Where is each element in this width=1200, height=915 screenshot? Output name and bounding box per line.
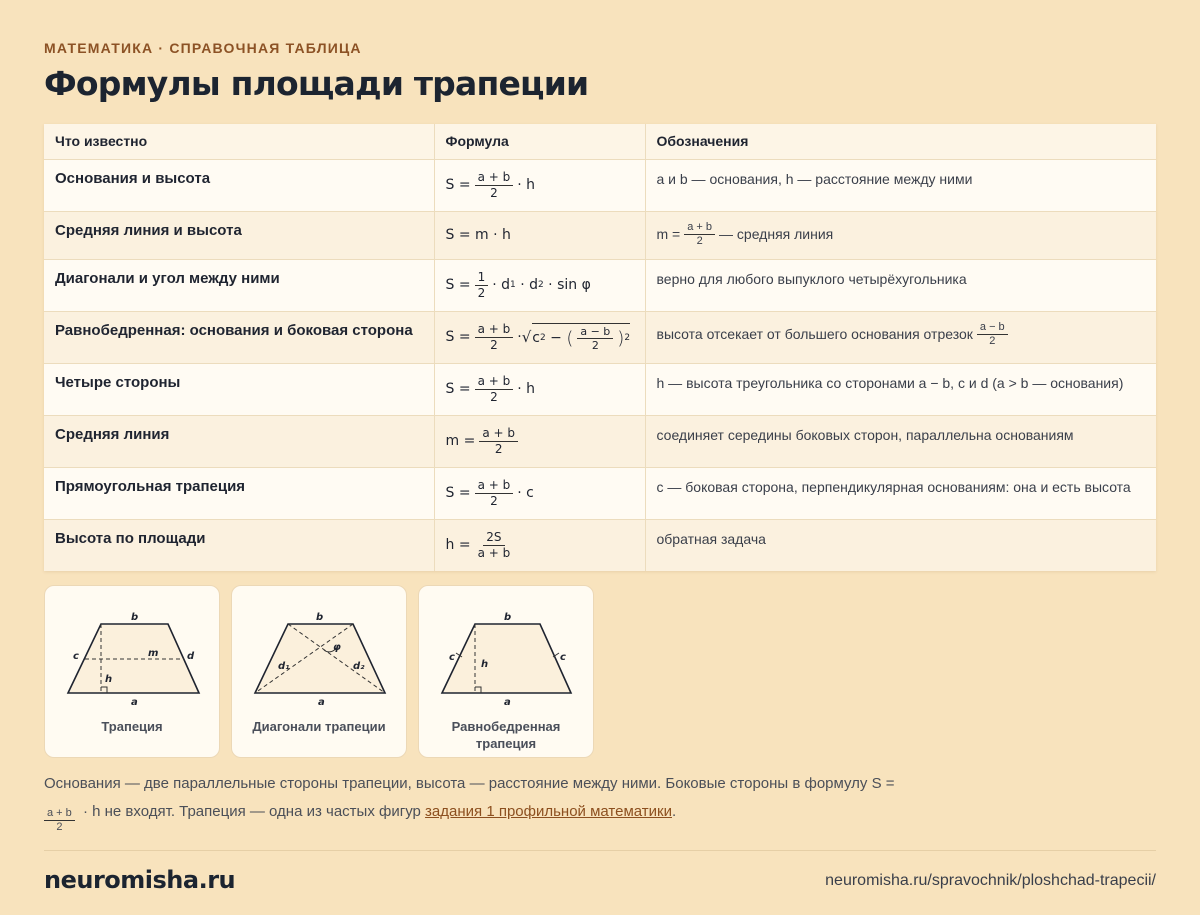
- label-c-left: c: [449, 652, 455, 663]
- table-header-row: [44, 124, 1156, 159]
- row-known: Высота по площади: [44, 519, 434, 571]
- footer-url[interactable]: neuromisha.ru/spravochnik/ploshchad-trapecii/: [825, 872, 1156, 889]
- label-a: a: [131, 697, 138, 708]
- row-note: высота отсекает от большего основания отрезок $\frac{a - b}{2}$: [645, 311, 1156, 363]
- page-kicker: МАТЕМАТИКА · СПРАВОЧНАЯ ТАБЛИЦА: [44, 40, 362, 56]
- figure-cards: [44, 585, 594, 758]
- row-formula: S = $\frac{1}{2}$ · d 1 · d 2 · sin φ: [434, 259, 645, 311]
- row-formula: S = $\frac{a + b}{2}$ · h: [434, 363, 645, 415]
- label-b: b: [316, 612, 324, 623]
- row-known: Равнобедренная: основания и боковая сторона: [44, 311, 434, 363]
- label-a: a: [504, 697, 511, 708]
- footnote-text-1: Основания — две параллельные стороны трапеции, высота — расстояние между ними. Боковые стороны в формулу S =: [44, 775, 895, 792]
- label-d: d: [187, 651, 195, 662]
- row-known: Средняя линия и высота: [44, 211, 434, 259]
- row-known: Диагонали и угол между ними: [44, 259, 434, 311]
- label-c: c: [73, 651, 79, 662]
- table-row: [44, 211, 1156, 259]
- diagonals-diagram: [232, 586, 408, 716]
- footnote-text-3: .: [671, 803, 677, 820]
- figure-caption: Равнобедренная трапеция: [451, 719, 561, 751]
- row-formula: m = $\frac{a + b}{2}$: [434, 415, 645, 467]
- figure-card-diagonals: [231, 585, 407, 758]
- midline-note-suffix: — средняя линия: [719, 226, 834, 242]
- isosceles-diagram: [419, 586, 595, 716]
- figure-caption: Трапеция: [101, 719, 163, 734]
- row-formula: h = $\frac{2S}{a + b}$: [434, 519, 645, 571]
- row-note: m = $\frac{a + b}{2}$ — средняя линия: [645, 211, 1156, 259]
- label-phi: φ: [333, 642, 341, 653]
- label-a: a: [318, 697, 325, 708]
- row-formula: S = $\frac{a + b}{2}$ · c: [434, 467, 645, 519]
- column-header-known: Что известно: [44, 124, 434, 159]
- trapezoid-diagram: [45, 586, 221, 716]
- table-row: [44, 363, 1156, 415]
- figure-card-isosceles: [418, 585, 594, 758]
- label-h: h: [105, 674, 113, 685]
- table-row: [44, 159, 1156, 211]
- formula-table: [44, 124, 1156, 571]
- page-title: Формулы площади трапеции: [44, 64, 589, 103]
- footer-divider: [44, 850, 1156, 851]
- label-h: h: [481, 659, 489, 670]
- row-note: соединяет середины боковых сторон, параллельна основаниям: [645, 415, 1156, 467]
- row-note: h — высота треугольника со сторонами a − b, c и d (a > b — основания): [645, 363, 1156, 415]
- row-formula: S = $\frac{a + b}{2}$ · √ c 2 − ( $\frac{a - b}{2}$ ) 2: [434, 311, 645, 363]
- isosceles-note-text: высота отсекает от большего основания отрезок: [656, 326, 973, 342]
- label-d2: d₂: [353, 661, 365, 672]
- row-note: a и b — основания, h — расстояние между ними: [645, 159, 1156, 211]
- table-row: [44, 519, 1156, 571]
- row-note: верно для любого выпуклого четырёхугольника: [645, 259, 1156, 311]
- row-formula: S = m · h: [434, 211, 645, 259]
- row-note: c — боковая сторона, перпендикулярная основаниям: она и есть высота: [645, 467, 1156, 519]
- row-known: Прямоугольная трапеция: [44, 467, 434, 519]
- figure-card-trapezoid: [44, 585, 220, 758]
- table-row: [44, 415, 1156, 467]
- row-note: обратная задача: [645, 519, 1156, 571]
- row-known: Основания и высота: [55, 169, 211, 187]
- row-known: Средняя линия: [44, 415, 434, 467]
- column-header-formula: Формула: [434, 124, 645, 159]
- label-c-right: c: [560, 652, 566, 663]
- footnote: Основания — две параллельные стороны трапеции, высота — расстояние между ними. Боковые стороны в формулу S = $\frac{a + b}{2}$ · h не входят. Трапеция — одна из частых фигур задания 1 профильной математики.: [44, 775, 895, 833]
- footer-brand[interactable]: neuromisha.ru: [44, 866, 236, 894]
- table-row: [44, 259, 1156, 311]
- footnote-text-2: · h не входят. Трапеция — одна из частых фигур: [82, 803, 421, 820]
- figure-caption: Диагонали трапеции: [252, 719, 386, 734]
- label-b: b: [504, 612, 512, 623]
- row-formula: S = $\frac{a + b}{2}$ · h: [434, 159, 645, 211]
- table-row: [44, 311, 1156, 363]
- footnote-link-task1[interactable]: задания 1 профильной математики: [425, 803, 672, 820]
- label-d1: d₁: [278, 661, 290, 672]
- label-m: m: [148, 648, 159, 659]
- column-header-notation: Обозначения: [645, 124, 1156, 159]
- row-known: Четыре стороны: [44, 363, 434, 415]
- table-row: [44, 467, 1156, 519]
- label-b: b: [131, 612, 139, 623]
